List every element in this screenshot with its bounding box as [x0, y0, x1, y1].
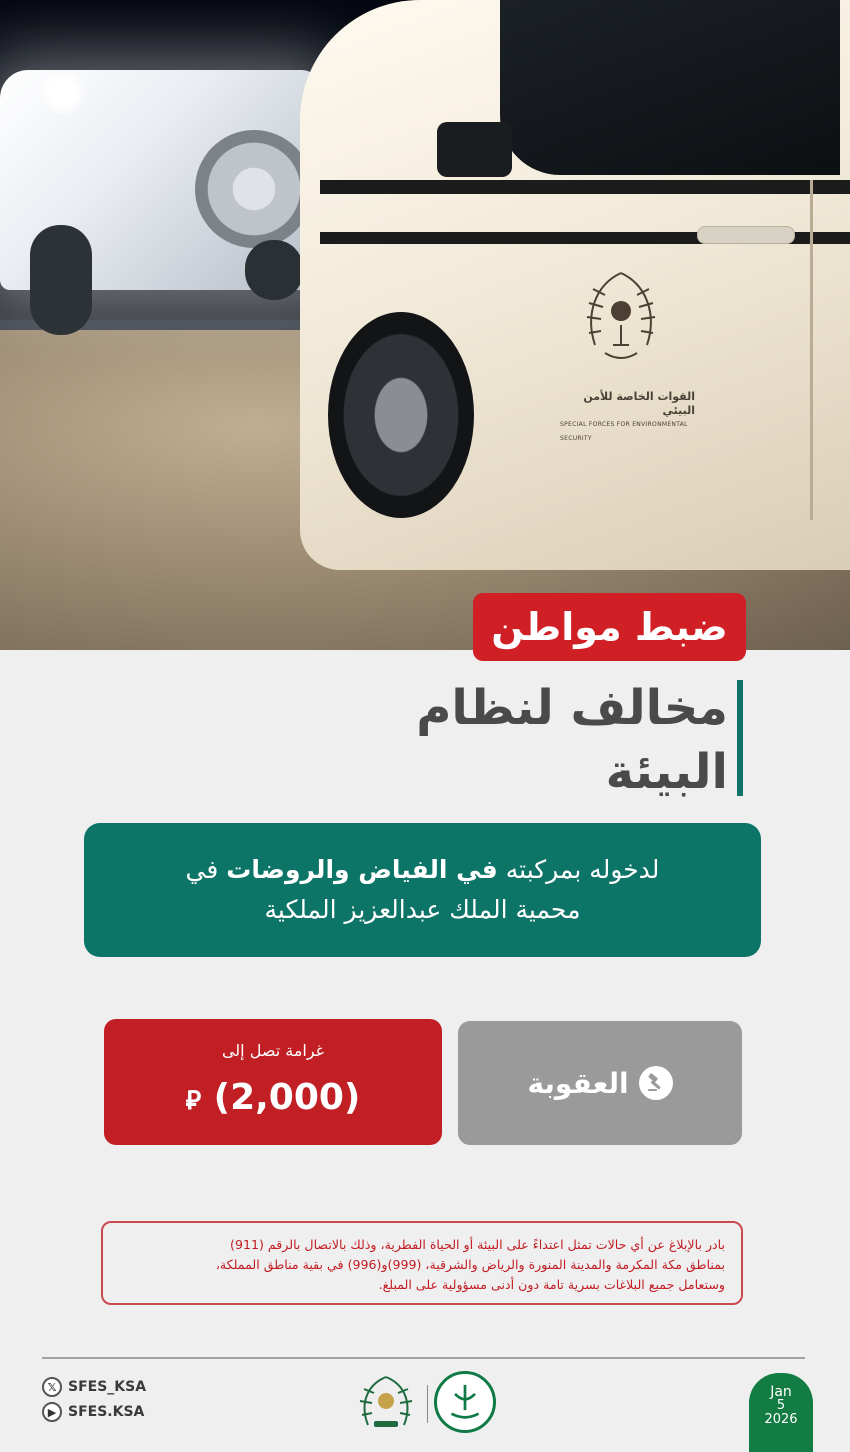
x-handle: SFES_KSA [68, 1379, 147, 1395]
headlight-glow [38, 72, 88, 114]
door-text-english: SPECIAL FORCES FOR ENVIRONMENTAL SECURITY [560, 421, 688, 442]
report-notice [101, 1221, 743, 1305]
social-youtube-link[interactable] [42, 1402, 144, 1422]
date-month: Jan [770, 1384, 792, 1400]
door-handle [697, 226, 795, 244]
penalty-title-box [458, 1021, 742, 1145]
fine-amount: (2,000) [213, 1077, 361, 1118]
headline-line-2: البيئة [605, 744, 728, 800]
description-banner [84, 823, 761, 957]
date-day: 5 [776, 1398, 786, 1413]
door-text [560, 390, 695, 446]
footer-divider [42, 1357, 805, 1359]
notice-line-3: وستعامل جميع البلاغات بسرية تامة دون أدنى مسؤولية على المبلغ. [378, 1277, 725, 1292]
side-mirror [437, 122, 512, 177]
spare-tire [195, 130, 313, 248]
youtube-handle: SFES.KSA [68, 1404, 145, 1420]
hero-photo [0, 0, 850, 650]
patrol-front-wheel [328, 312, 474, 518]
notice-line-1: بادر بالإبلاغ عن أي حالات تمثل اعتداءً على البيئة أو الحياة الفطرية، وذلك بالاتصال بالرقم (911) [230, 1237, 725, 1252]
social-x-link[interactable] [42, 1377, 146, 1397]
banner-line-1-pre: لدخوله بمركبته [505, 855, 660, 884]
youtube-icon: ▶ [42, 1402, 62, 1422]
banner-line-1-post: في [185, 855, 219, 884]
banner-line-1-bold: في الفياض والروضات [226, 855, 498, 884]
sfes-emblem-icon [575, 265, 667, 377]
door-seam [810, 180, 813, 520]
accent-bar [737, 680, 743, 796]
x-icon: 𝕏 [42, 1377, 62, 1397]
gavel-icon [639, 1066, 673, 1100]
headline-title [330, 676, 728, 804]
logo-divider [427, 1385, 428, 1423]
door-text-arabic: القوات الخاصة للأمن البيئي [583, 390, 695, 417]
suv-rear-tire [30, 225, 92, 335]
penalty-title: العقوبة [527, 1066, 629, 1100]
suv-right-tire [245, 240, 303, 300]
fine-amount-row [104, 1077, 442, 1118]
sfes-logo-icon [352, 1373, 420, 1433]
fine-box [104, 1019, 442, 1145]
date-year: 2026 [764, 1412, 798, 1427]
ministry-logo-icon [434, 1371, 496, 1433]
headline-line-1: مخالف لنظام [416, 680, 728, 736]
headline-badge: ضبط مواطن [473, 593, 746, 661]
fine-label: غرامة تصل إلى [221, 1041, 325, 1060]
riyal-symbol-icon: ⃁ [185, 1086, 202, 1116]
banner-line-1 [84, 850, 761, 890]
patrol-window [500, 0, 840, 175]
date-badge [749, 1373, 813, 1452]
banner-line-2: محمية الملك عبدالعزيز الملكية [264, 895, 581, 924]
notice-line-2: بمناطق مكة المكرمة والمدينة المنورة والرياض والشرقية، (999)و(996) في بقية مناطق المملكة، [215, 1257, 725, 1272]
patrol-stripe-upper [320, 180, 850, 194]
